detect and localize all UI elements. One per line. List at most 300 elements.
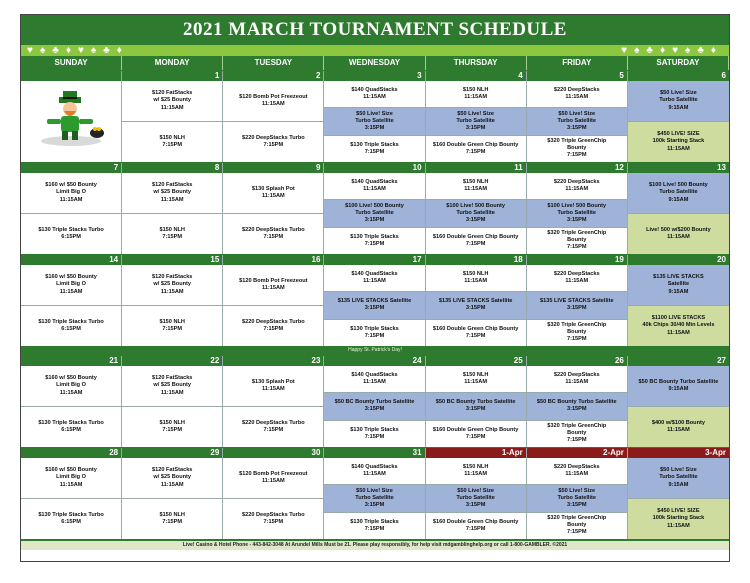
event-list [527,265,627,346]
tournament-event [324,81,424,107]
event-text: $50 Live! Size [356,487,393,494]
event-list [21,458,121,539]
event-text: Turbo Satellite [557,494,596,501]
calendar-day [426,163,527,254]
event-text: $160 Double Green Chip Bounty [432,426,519,433]
event-text: $220 DeepStacks [553,86,600,93]
event-list [628,366,729,447]
event-list [122,265,222,346]
tournament-event [527,107,627,134]
day-number: 29 [122,448,222,458]
day-header-row [21,56,729,70]
event-text: 6:15PM [61,519,81,525]
event-text: $140 QuadStacks [351,371,398,378]
event-text: 11:15AM [667,145,690,152]
tournament-event [628,305,729,346]
tournament-event [122,81,222,121]
tournament-event [628,213,729,254]
event-list [527,366,627,447]
event-list [223,366,323,447]
calendar-day [324,448,425,539]
event-text: 11:15AM [464,94,487,101]
event-text: 11:15AM [565,379,589,386]
event-text: $150 NLH [462,86,489,93]
card-suit-icon: ♦ [710,45,716,56]
page-title: 2021 MARCH TOURNAMENT SCHEDULE [21,15,729,45]
event-text: 11:15AM [363,278,386,285]
tournament-event [527,484,627,511]
event-text: 7:15PM [465,148,486,155]
tournament-event [223,265,323,305]
card-suit-icon: ♣ [646,45,653,56]
calendar-day [122,448,223,539]
event-text: Turbo Satellite [355,209,394,216]
event-text: Limit Big O [56,189,86,196]
event-text: 7:15PM [566,152,587,159]
tournament-event [21,458,121,498]
event-text: $50 Live! Size [660,467,697,474]
tournament-event [122,498,222,539]
tournament-event [324,291,424,318]
week-row [21,162,729,254]
day-number: 12 [527,163,627,173]
event-text: $130 Triple Stacks [350,325,399,332]
tournament-event [628,498,729,539]
event-text: 11:15AM [160,104,184,111]
event-text: 9:15AM [668,196,689,203]
event-text: 7:15PM [162,142,182,148]
calendar-grid [21,70,729,539]
calendar-day [21,71,122,162]
event-text: $320 Triple GreenChip [547,422,607,429]
tournament-event [527,81,627,107]
event-list [426,81,526,162]
event-text: 3:15PM [566,502,587,509]
event-text: w/ $25 Bounty [153,189,192,196]
tournament-event [426,484,526,511]
event-text: $135 LIVE STACKS Satellite [438,298,513,305]
event-text: Turbo Satellite [456,494,495,501]
event-text: 11:15AM [59,481,83,488]
event-text: $320 Triple GreenChip [547,137,607,144]
tournament-event [628,121,729,162]
event-text: $450 LIVE! SIZE [657,131,700,138]
event-text: $220 DeepStacks Turbo [242,318,305,325]
event-text: $160 Double Green Chip Bounty [432,325,519,332]
event-text: 3:15PM [566,125,587,132]
event-text: 7:15PM [263,519,284,525]
schedule-frame [20,14,730,562]
event-text: $220 DeepStacks [553,178,600,185]
event-text: 7:15PM [465,525,486,532]
event-text: $130 Triple Stacks [350,426,399,433]
calendar-day [527,448,628,539]
event-text: $50 Live! Size [558,110,596,117]
event-text: $50 BC Bounty Turbo Satellite [536,399,617,406]
event-list [628,173,729,254]
tournament-event [324,135,424,162]
event-text: 11:15AM [565,94,589,101]
calendar-day [122,356,223,447]
tournament-event [21,213,121,254]
card-suit-icon: ♣ [52,45,59,56]
day-number: 4 [426,71,526,81]
calendar-day [426,356,527,447]
footer-disclaimer: Live! Casino & Hotel Phone - 443-842-3048 At Arundel Mills Must be 21. Please play responsibly, for help visit mdgamblinghelp.org or call 1-800-GAMBLER. ©2021 [21,539,729,550]
card-suit-icon: ♥ [77,45,84,56]
tournament-event [122,366,222,406]
event-text: $150 NLH [462,463,489,470]
calendar-day [324,356,425,447]
tournament-event [628,81,729,121]
holiday-note: Happy St. Patrick's Day! [21,346,729,355]
tournament-event [426,420,526,447]
event-text: 11:15AM [363,379,386,386]
event-text: Turbo Satellite [557,117,596,124]
event-text: $130 Triple Stacks Turbo [38,419,104,426]
calendar-day [426,71,527,162]
calendar-day [223,71,324,162]
event-text: $50 Live! Size [660,90,697,97]
event-text: 6:15PM [61,326,81,332]
tournament-event [21,265,121,305]
event-list [527,458,627,539]
event-text: $120 Bomb Pot Freezeout [239,93,308,100]
tournament-event [426,227,526,254]
event-list [527,81,627,162]
tournament-event [426,81,526,107]
event-text: 7:15PM [162,234,182,240]
event-text: 3:15PM [465,217,486,224]
card-suit-icon: ♣ [697,45,704,56]
event-text: 3:15PM [364,502,385,509]
tournament-event [122,458,222,498]
event-text: 11:15AM [464,379,487,386]
event-text: $120 FatStacks [151,467,193,474]
event-text: $400 w/$100 Bounty [651,419,705,426]
event-text: 11:15AM [160,481,184,488]
event-list [324,173,424,254]
event-text: 9:15AM [668,288,689,295]
event-text: Bounty [567,237,587,244]
event-text: 7:15PM [364,240,385,247]
event-text: $50 BC Bounty Turbo Satellite [334,399,415,406]
tournament-event [527,173,627,199]
event-list [122,173,222,254]
event-text: $220 DeepStacks Turbo [242,511,305,518]
event-list [223,265,323,346]
calendar-day [426,448,527,539]
event-text: 40k Chips 30/40 Min Levels [642,322,715,329]
day-number: 26 [527,356,627,366]
calendar-day [223,356,324,447]
tournament-event [223,406,323,447]
day-number: 1 [122,71,222,81]
day-header-thursday: THURSDAY [426,56,527,70]
event-text: w/ $25 Bounty [153,382,192,389]
event-text: 11:15AM [262,101,285,107]
event-text: $100 Live! 500 Bounty [446,202,506,209]
day-number: 9 [223,163,323,173]
event-text: 100k Starting Stack [652,138,705,145]
tournament-event [223,498,323,539]
day-number: 27 [628,356,729,366]
event-text: Bounty [567,430,587,437]
event-text: 11:15AM [667,427,690,433]
tournament-event [122,173,222,213]
event-list [426,265,526,346]
event-text: 9:15AM [668,104,689,111]
day-number: 11 [426,163,526,173]
day-number: 1-Apr [426,448,526,458]
event-text: Turbo Satellite [456,209,495,216]
event-text: $160 w/ $50 Bounty [45,375,97,382]
event-list [426,458,526,539]
event-text: 11:15AM [363,471,386,478]
event-text: $220 DeepStacks [553,270,600,277]
calendar-day [122,71,223,162]
tournament-event [426,458,526,484]
calendar-day [527,255,628,346]
event-list [628,265,729,346]
tournament-event [426,107,526,134]
event-text: $1100 LIVE STACKS [651,315,706,322]
event-text: 100k Starting Stack [652,515,705,522]
event-text: 11:15AM [262,478,285,484]
tournament-event [324,366,424,392]
event-text: $130 Triple Stacks Turbo [38,318,104,325]
event-text: Limit Big O [56,281,86,288]
event-text: $120 FatStacks [151,182,193,189]
event-text: 11:15AM [363,94,386,101]
tournament-event [426,366,526,392]
event-text: 11:15AM [59,196,83,203]
suit-icons-left [27,45,129,56]
event-text: 7:15PM [162,427,182,433]
event-text: $120 FatStacks [151,274,193,281]
calendar-day [324,255,425,346]
tournament-event [223,458,323,498]
event-text: 7:15PM [162,326,182,332]
event-text: $50 BC Bounty Turbo Satellite [435,399,516,406]
event-text: 3:15PM [364,217,385,224]
event-text: Turbo Satellite [456,117,495,124]
event-text: Limit Big O [56,382,86,389]
event-text: 7:15PM [465,332,486,339]
day-number: 23 [223,356,323,366]
event-list [324,458,424,539]
event-list [426,366,526,447]
day-number: 31 [324,448,424,458]
event-list [426,173,526,254]
calendar-day [122,163,223,254]
tournament-event [324,512,424,539]
event-text: $160 w/ $50 Bounty [45,274,97,281]
day-number [21,71,121,81]
tournament-event [628,366,729,406]
week-row [21,70,729,162]
tournament-event [527,199,627,226]
day-number: 21 [21,356,121,366]
event-text: 6:15PM [61,427,81,433]
day-header-saturday: SATURDAY [628,56,729,70]
tournament-event [527,366,627,392]
event-text: 3:15PM [364,305,385,312]
tournament-event [527,392,627,419]
day-header-friday: FRIDAY [527,56,628,70]
calendar-day [628,71,729,162]
tournament-event [122,305,222,346]
tournament-event [527,265,627,291]
event-list [223,81,323,162]
day-number: 28 [21,448,121,458]
tournament-event [426,291,526,318]
tournament-event [426,199,526,226]
event-text: $150 NLH [159,134,185,141]
event-text: 7:15PM [364,332,385,339]
calendar-day [324,163,425,254]
event-text: 11:15AM [667,234,690,240]
card-suit-icon: ♠ [39,45,46,56]
tournament-event [426,135,526,162]
event-text: 11:15AM [464,278,487,285]
calendar-day [21,255,122,346]
event-list [21,81,121,162]
event-text: 7:15PM [566,336,587,343]
event-text: $135 LIVE STACKS [653,274,704,281]
event-text: 11:15AM [565,186,589,193]
event-text: 11:15AM [262,285,285,291]
event-text: 3:15PM [465,305,486,312]
tournament-event [426,512,526,539]
event-list [324,265,424,346]
calendar-day [223,448,324,539]
event-text: w/ $25 Bounty [153,97,192,104]
event-list [223,458,323,539]
event-text: 3:15PM [465,406,486,413]
event-text: 7:15PM [364,525,385,532]
tournament-event [527,291,627,318]
event-text: $130 Triple Stacks Turbo [38,226,104,233]
tournament-event [628,406,729,447]
event-text: 11:15AM [160,196,184,203]
event-text: $150 NLH [462,270,489,277]
week-row [21,254,729,346]
calendar-day [21,163,122,254]
event-text: w/ $25 Bounty [153,474,192,481]
tournament-event [122,213,222,254]
event-text: 11:15AM [160,389,184,396]
event-list [21,173,121,254]
tournament-event [21,305,121,346]
event-text: 11:15AM [667,522,690,529]
event-text: $220 DeepStacks Turbo [242,226,305,233]
calendar-day [527,356,628,447]
event-text: $120 FatStacks [151,90,193,97]
card-suit-icon: ♦ [659,45,666,56]
tournament-event [628,458,729,498]
event-text: $160 Double Green Chip Bounty [432,141,519,148]
event-list [21,265,121,346]
event-text: $100 Live! 500 Bounty [547,202,607,209]
event-text: 7:15PM [566,437,587,444]
event-text: $220 DeepStacks Turbo [242,134,305,141]
leprechaun-illustration [29,89,113,149]
event-text: $135 LIVE STACKS Satellite [539,298,614,305]
day-number: 8 [122,163,222,173]
event-text: 11:15AM [565,278,589,285]
event-text: 3:15PM [465,125,486,132]
tournament-event [122,265,222,305]
calendar-day [21,448,122,539]
day-number: 15 [122,255,222,265]
event-text: $50 Live! Size [457,487,494,494]
event-text: $135 LIVE STACKS Satellite [337,298,412,305]
event-text: 3:15PM [566,217,587,224]
event-text: 7:15PM [364,433,385,440]
event-text: 11:15AM [59,389,83,396]
day-number: 2 [223,71,323,81]
tournament-event [527,458,627,484]
event-text: Limit Big O [56,474,86,481]
event-list [628,81,729,162]
event-text: $450 LIVE! SIZE [657,508,700,515]
event-text: 7:15PM [263,427,284,433]
event-text: 7:15PM [364,148,385,155]
event-text: $150 NLH [159,419,185,426]
day-number: 6 [628,71,729,81]
event-text: $220 DeepStacks Turbo [242,419,305,426]
day-number: 5 [527,71,627,81]
event-text: $120 Bomb Pot Freezeout [239,470,308,477]
card-suit-icon: ♣ [103,45,110,56]
day-header-sunday: SUNDAY [21,56,122,70]
card-suit-icon: ♥ [672,45,679,56]
event-text: 7:15PM [465,240,486,247]
tournament-event [324,392,424,419]
event-text: $140 QuadStacks [351,86,398,93]
event-text: $130 Triple Stacks [350,518,399,525]
tournament-event [527,319,627,346]
event-text: 7:15PM [465,433,486,440]
calendar-day [628,255,729,346]
tournament-event [324,199,424,226]
tournament-event [527,512,627,539]
event-text: 11:15AM [464,186,487,193]
tournament-event [223,213,323,254]
event-text: $140 QuadStacks [351,463,398,470]
event-list [122,81,222,162]
card-suit-icon: ♥ [27,45,33,56]
calendar-day [223,163,324,254]
event-text: $160 Double Green Chip Bounty [432,518,519,525]
event-text: $100 Live! 500 Bounty [649,182,708,189]
day-number: 3 [324,71,424,81]
week-row [21,355,729,447]
event-text: 6:15PM [61,234,81,240]
event-text: Turbo Satellite [659,189,698,196]
event-text: $150 NLH [159,226,185,233]
event-text: Turbo Satellite [355,494,394,501]
tournament-event [527,420,627,447]
event-text: $150 NLH [159,511,185,518]
event-text: 7:15PM [566,529,587,536]
tournament-event [324,484,424,511]
day-header-monday: MONDAY [122,56,223,70]
day-header-wednesday: WEDNESDAY [324,56,425,70]
card-suit-icon: ♠ [634,45,640,56]
calendar-day [324,71,425,162]
